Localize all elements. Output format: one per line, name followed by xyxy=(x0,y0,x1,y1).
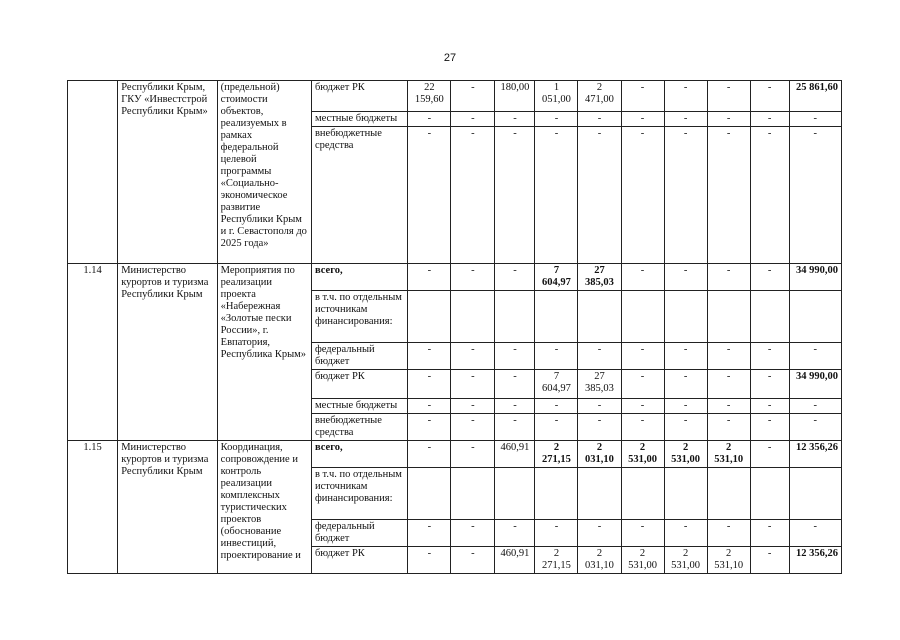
year-value-v5: 2 031,10 xyxy=(578,441,621,468)
year-value-v2: - xyxy=(451,414,495,441)
year-value-v1: - xyxy=(408,441,451,468)
funding-source: бюджет РК xyxy=(311,547,407,574)
page-number: 27 xyxy=(443,52,457,64)
year-value-v7: - xyxy=(664,112,707,127)
total-value: 34 990,00 xyxy=(789,264,841,291)
year-value-v7: 2 531,00 xyxy=(664,547,707,574)
year-value-v7: 2 531,00 xyxy=(664,441,707,468)
funding-source: всего, xyxy=(311,264,407,291)
year-value-v7: - xyxy=(664,81,707,112)
year-value-v4: 2 271,15 xyxy=(535,547,578,574)
year-value-v6: 2 531,00 xyxy=(621,441,664,468)
year-value-v8: 2 531,10 xyxy=(707,547,750,574)
year-value-v3 xyxy=(495,291,535,343)
year-value-v5: 2 471,00 xyxy=(578,81,621,112)
year-value-v7: - xyxy=(664,343,707,370)
year-value-v2: - xyxy=(451,547,495,574)
year-value-v2: - xyxy=(451,81,495,112)
year-value-v8: 2 531,10 xyxy=(707,441,750,468)
year-value-v5 xyxy=(578,468,621,520)
year-value-v1 xyxy=(408,468,451,520)
funding-source: в т.ч. по отдельным источникам финансирования: xyxy=(311,468,407,520)
year-value-v1: - xyxy=(408,414,451,441)
total-value: 25 861,60 xyxy=(789,81,841,112)
year-value-v6: - xyxy=(621,370,664,399)
year-value-v8: - xyxy=(707,81,750,112)
year-value-v3: - xyxy=(495,520,535,547)
total-value: 12 356,26 xyxy=(789,547,841,574)
year-value-v5: 27 385,03 xyxy=(578,264,621,291)
year-value-v2: - xyxy=(451,343,495,370)
total-value: 12 356,26 xyxy=(789,441,841,468)
year-value-v3: - xyxy=(495,414,535,441)
year-value-v8: - xyxy=(707,127,750,264)
year-value-v5: 2 031,10 xyxy=(578,547,621,574)
year-value-v7: - xyxy=(664,264,707,291)
year-value-v4: 2 271,15 xyxy=(535,441,578,468)
year-value-v6 xyxy=(621,291,664,343)
year-value-v6: - xyxy=(621,112,664,127)
total-value: - xyxy=(789,520,841,547)
year-value-v4: - xyxy=(535,399,578,414)
year-value-v7 xyxy=(664,468,707,520)
year-value-v8: - xyxy=(707,414,750,441)
year-value-v2: - xyxy=(451,370,495,399)
funding-source: бюджет РК xyxy=(311,370,407,399)
year-value-v1: - xyxy=(408,264,451,291)
year-value-v2: - xyxy=(451,520,495,547)
total-value: - xyxy=(789,127,841,264)
year-value-v9: - xyxy=(750,343,789,370)
year-value-v5: - xyxy=(578,399,621,414)
row-number xyxy=(68,81,118,264)
year-value-v5: - xyxy=(578,112,621,127)
activity-cell: Мероприятия по реализации проекта «Набережная «Золотые пески России», г. Евпатория, Республика Крым» xyxy=(217,264,311,441)
total-value: - xyxy=(789,343,841,370)
activity-cell: (предельной) стоимости объектов, реализуемых в рамках федеральной целевой программы «Социально-экономическое развитие Республики Крым и г. Севастополя до 2025 года» xyxy=(217,81,311,264)
year-value-v1: 22 159,60 xyxy=(408,81,451,112)
year-value-v1: - xyxy=(408,520,451,547)
year-value-v4: - xyxy=(535,112,578,127)
year-value-v5: - xyxy=(578,520,621,547)
funding-source: всего, xyxy=(311,441,407,468)
table-row xyxy=(68,441,842,468)
year-value-v4: 7 604,97 xyxy=(535,370,578,399)
funding-source: федеральный бюджет xyxy=(311,343,407,370)
year-value-v8: - xyxy=(707,399,750,414)
year-value-v8: - xyxy=(707,112,750,127)
year-value-v7: - xyxy=(664,520,707,547)
year-value-v7: - xyxy=(664,414,707,441)
year-value-v6: - xyxy=(621,127,664,264)
total-value: - xyxy=(789,399,841,414)
funding-source: бюджет РК xyxy=(311,81,407,112)
year-value-v5: - xyxy=(578,343,621,370)
year-value-v5 xyxy=(578,291,621,343)
year-value-v4: - xyxy=(535,127,578,264)
year-value-v9: - xyxy=(750,547,789,574)
funding-source: местные бюджеты xyxy=(311,399,407,414)
year-value-v4: 7 604,97 xyxy=(535,264,578,291)
row-number: 1.14 xyxy=(68,264,118,441)
year-value-v4 xyxy=(535,291,578,343)
year-value-v5: - xyxy=(578,127,621,264)
year-value-v9: - xyxy=(750,414,789,441)
year-value-v3: - xyxy=(495,399,535,414)
year-value-v7: - xyxy=(664,127,707,264)
year-value-v9: - xyxy=(750,399,789,414)
year-value-v6: - xyxy=(621,264,664,291)
year-value-v2: - xyxy=(451,441,495,468)
executor-cell: Министерство курортов и туризма Республики Крым xyxy=(118,264,217,441)
year-value-v8: - xyxy=(707,520,750,547)
total-value xyxy=(789,468,841,520)
year-value-v2: - xyxy=(451,112,495,127)
year-value-v9: - xyxy=(750,520,789,547)
year-value-v2 xyxy=(451,468,495,520)
year-value-v4 xyxy=(535,468,578,520)
year-value-v2 xyxy=(451,291,495,343)
year-value-v9: - xyxy=(750,81,789,112)
year-value-v6: - xyxy=(621,414,664,441)
funding-source: федеральный бюджет xyxy=(311,520,407,547)
year-value-v5: 27 385,03 xyxy=(578,370,621,399)
funding-source: в т.ч. по отдельным источникам финансирования: xyxy=(311,291,407,343)
year-value-v3: - xyxy=(495,264,535,291)
executor-cell: Республики Крым, ГКУ «Инвестстрой Республики Крым» xyxy=(118,81,217,264)
year-value-v7: - xyxy=(664,370,707,399)
year-value-v1: - xyxy=(408,547,451,574)
year-value-v3: - xyxy=(495,127,535,264)
year-value-v3: 460,91 xyxy=(495,441,535,468)
funding-table xyxy=(67,80,842,574)
year-value-v8: - xyxy=(707,343,750,370)
total-value: - xyxy=(789,112,841,127)
year-value-v8 xyxy=(707,291,750,343)
year-value-v3: - xyxy=(495,343,535,370)
year-value-v6: - xyxy=(621,343,664,370)
year-value-v7: - xyxy=(664,399,707,414)
year-value-v6: - xyxy=(621,520,664,547)
year-value-v6: - xyxy=(621,399,664,414)
year-value-v2: - xyxy=(451,264,495,291)
year-value-v3 xyxy=(495,468,535,520)
executor-cell: Министерство курортов и туризма Республики Крым xyxy=(118,441,217,574)
table-row xyxy=(68,264,842,291)
funding-source: внебюджетные средства xyxy=(311,414,407,441)
year-value-v1: - xyxy=(408,399,451,414)
year-value-v8: - xyxy=(707,370,750,399)
year-value-v2: - xyxy=(451,399,495,414)
total-value: - xyxy=(789,414,841,441)
year-value-v4: - xyxy=(535,414,578,441)
year-value-v3: - xyxy=(495,112,535,127)
activity-cell: Координация, сопровождение и контроль реализации комплексных туристических проектов (обоснование инвестиций, проектирование и xyxy=(217,441,311,574)
year-value-v6: 2 531,00 xyxy=(621,547,664,574)
table-row xyxy=(68,81,842,112)
year-value-v7 xyxy=(664,291,707,343)
year-value-v5: - xyxy=(578,414,621,441)
year-value-v9: - xyxy=(750,370,789,399)
year-value-v9: - xyxy=(750,127,789,264)
year-value-v9: - xyxy=(750,112,789,127)
year-value-v6: - xyxy=(621,81,664,112)
year-value-v9: - xyxy=(750,264,789,291)
row-number: 1.15 xyxy=(68,441,118,574)
total-value: 34 990,00 xyxy=(789,370,841,399)
year-value-v4: - xyxy=(535,343,578,370)
year-value-v1: - xyxy=(408,112,451,127)
year-value-v8 xyxy=(707,468,750,520)
year-value-v2: - xyxy=(451,127,495,264)
year-value-v9: - xyxy=(750,441,789,468)
year-value-v1: - xyxy=(408,343,451,370)
total-value xyxy=(789,291,841,343)
year-value-v3: 460,91 xyxy=(495,547,535,574)
funding-source: внебюджетные средства xyxy=(311,127,407,264)
year-value-v1: - xyxy=(408,370,451,399)
funding-source: местные бюджеты xyxy=(311,112,407,127)
year-value-v4: 1 051,00 xyxy=(535,81,578,112)
year-value-v1: - xyxy=(408,127,451,264)
year-value-v3: 180,00 xyxy=(495,81,535,112)
year-value-v1 xyxy=(408,291,451,343)
year-value-v9 xyxy=(750,291,789,343)
year-value-v3: - xyxy=(495,370,535,399)
year-value-v9 xyxy=(750,468,789,520)
year-value-v6 xyxy=(621,468,664,520)
year-value-v8: - xyxy=(707,264,750,291)
year-value-v4: - xyxy=(535,520,578,547)
